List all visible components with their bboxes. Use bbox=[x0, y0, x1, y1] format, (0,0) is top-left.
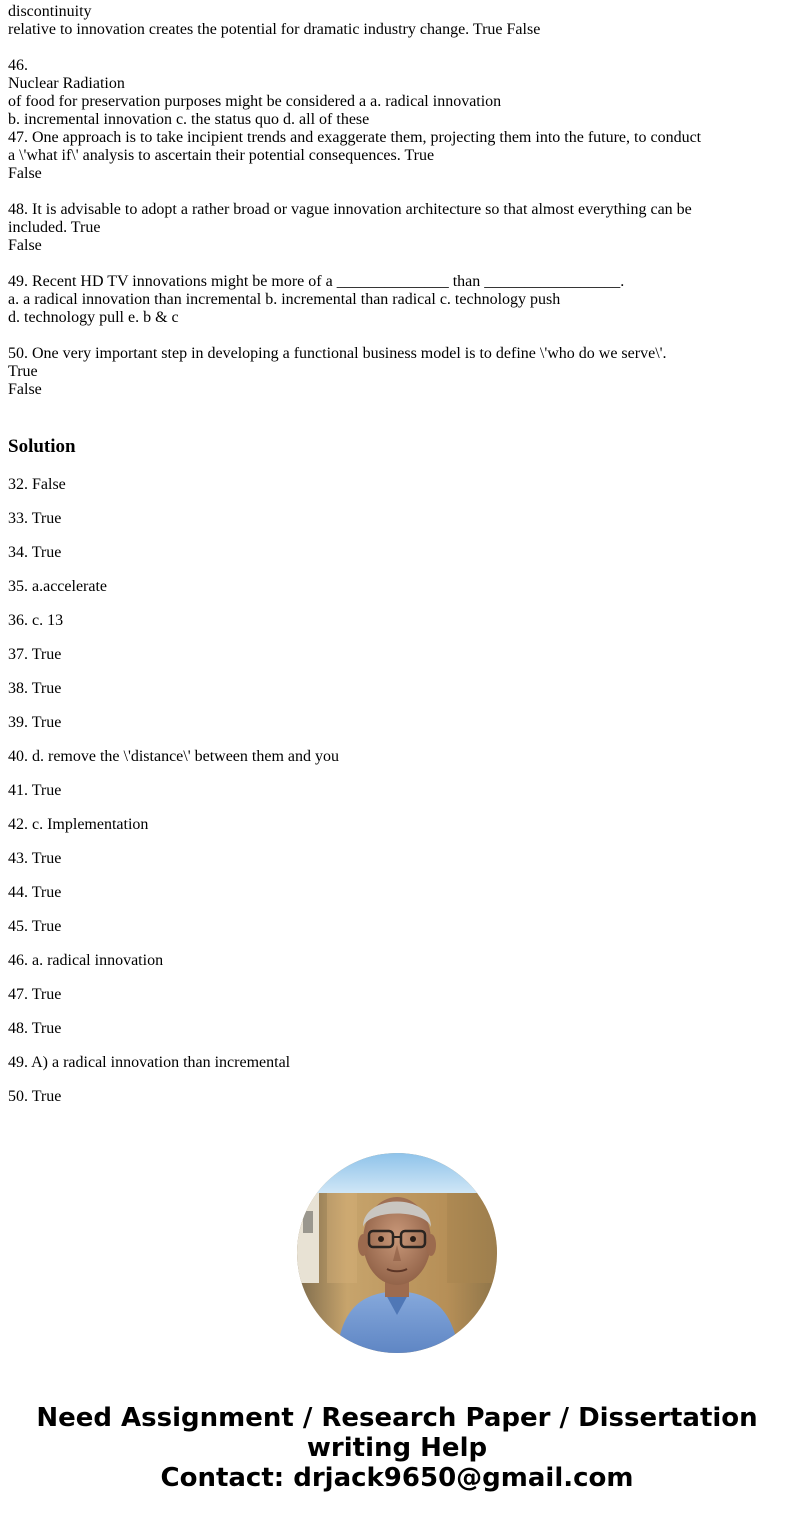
answer-item: 48. True bbox=[8, 1020, 62, 1037]
promo-line-1: Need Assignment / Research Paper / Dissertation bbox=[36, 1403, 758, 1433]
question-line: a \'what if\' analysis to ascertain their potential consequences. True bbox=[8, 147, 435, 164]
promo-line-2: writing Help bbox=[306, 1433, 488, 1463]
answer-item: 35. a.accelerate bbox=[8, 578, 108, 595]
question-line: relative to innovation creates the potential for dramatic industry change. True False bbox=[8, 21, 541, 38]
question-line: 47. One approach is to take incipient trends and exaggerate them, projecting them into the future, to conduct bbox=[8, 129, 702, 146]
question-line: included. True bbox=[8, 219, 101, 236]
blank-line bbox=[8, 183, 778, 201]
question-line: 50. One very important step in developing a functional business model is to define \'who do we serve\'. bbox=[8, 345, 667, 362]
promo-banner bbox=[0, 1403, 794, 1493]
blank-line bbox=[8, 39, 778, 57]
question-line: False bbox=[8, 237, 42, 254]
answer-item: 37. True bbox=[8, 646, 62, 663]
answer-list bbox=[8, 476, 778, 1122]
answer-item: 34. True bbox=[8, 544, 62, 561]
answer-item: 46. a. radical innovation bbox=[8, 952, 164, 969]
solution-heading: Solution bbox=[8, 436, 76, 457]
promo-contact-line: Contact: drjack9650@gmail.com bbox=[160, 1463, 634, 1493]
blank-line bbox=[8, 327, 778, 345]
answer-item: 32. False bbox=[8, 476, 66, 493]
author-portrait-image bbox=[297, 1153, 497, 1353]
answer-item: 40. d. remove the \'distance\' between them and you bbox=[8, 748, 339, 765]
question-line: 49. Recent HD TV innovations might be more of a ______________ than _________________. bbox=[8, 273, 625, 290]
question-line: 46. bbox=[8, 57, 28, 74]
answer-item: 50. True bbox=[8, 1088, 62, 1105]
answer-item: 43. True bbox=[8, 850, 62, 867]
answer-item: 47. True bbox=[8, 986, 62, 1003]
question-line: a. a radical innovation than incremental b. incremental than radical c. technology push bbox=[8, 291, 561, 308]
question-line: of food for preservation purposes might be considered a a. radical innovation bbox=[8, 93, 502, 110]
answer-item: 42. c. Implementation bbox=[8, 816, 149, 833]
question-line: Nuclear Radiation bbox=[8, 75, 125, 92]
answer-item: 36. c. 13 bbox=[8, 612, 64, 629]
question-line: False bbox=[8, 165, 42, 182]
question-text-block bbox=[8, 3, 778, 399]
answer-item: 41. True bbox=[8, 782, 62, 799]
question-line: True bbox=[8, 363, 38, 380]
question-line: discontinuity bbox=[8, 3, 92, 20]
question-line: d. technology pull e. b & c bbox=[8, 309, 179, 326]
blank-line bbox=[8, 255, 778, 273]
answer-item: 38. True bbox=[8, 680, 62, 697]
question-line: False bbox=[8, 381, 42, 398]
answer-item: 39. True bbox=[8, 714, 62, 731]
question-line: 48. It is advisable to adopt a rather broad or vague innovation architecture so that almost everything can be bbox=[8, 201, 692, 218]
author-avatar bbox=[297, 1153, 497, 1353]
question-line: b. incremental innovation c. the status quo d. all of these bbox=[8, 111, 370, 128]
answer-item: 49. A) a radical innovation than incremental bbox=[8, 1054, 291, 1071]
answer-item: 45. True bbox=[8, 918, 62, 935]
answer-item: 33. True bbox=[8, 510, 62, 527]
answer-item: 44. True bbox=[8, 884, 62, 901]
